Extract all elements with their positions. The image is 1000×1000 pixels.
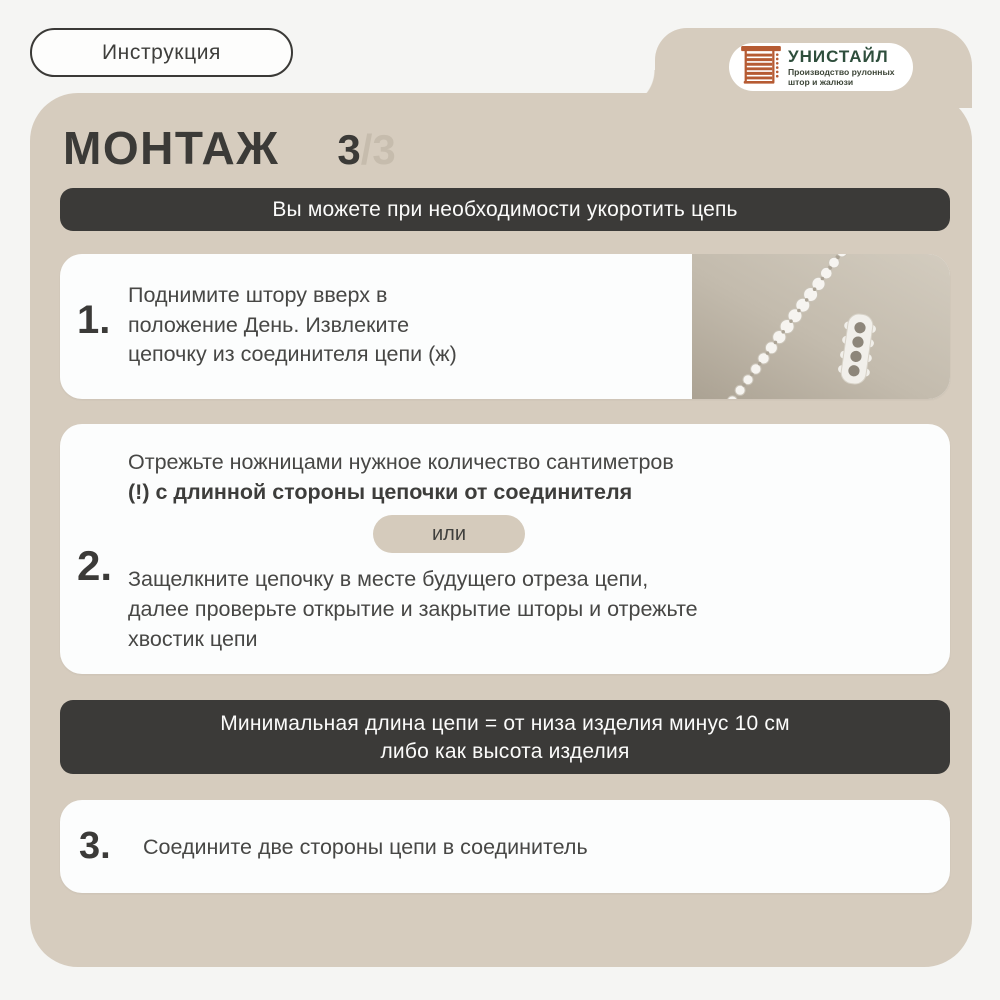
or-badge: или <box>373 515 525 553</box>
page-title-row <box>63 121 396 175</box>
bottom-banner-line2: либо как высота изделия <box>380 740 630 763</box>
bottom-banner <box>60 700 950 774</box>
step-3-number: 3. <box>79 825 111 867</box>
instruction-button[interactable] <box>30 28 293 77</box>
logo-tagline-line2: штор и жалюзи <box>788 76 854 87</box>
instruction-button-label: Инструкция <box>101 40 222 64</box>
top-banner <box>60 188 950 231</box>
bottom-banner-line1: Минимальная длина цепи = от низа изделия минус 10 см <box>220 712 790 735</box>
step-2-text-bottom: Защелкните цепочку в месте будущего отреза цепи, далее проверьте открытие и закрытие шторы и отрежьте хвостик цепи <box>128 567 698 651</box>
page-title: МОНТАЖ <box>63 122 280 174</box>
instruction-panel <box>30 93 972 967</box>
page-number-separator: / <box>360 126 373 173</box>
step-2-card <box>60 424 950 674</box>
company-logo <box>729 43 913 91</box>
page-number-total: 3 <box>372 126 396 173</box>
step-3-card <box>60 800 950 893</box>
page-number-current: 3 <box>337 126 361 173</box>
top-banner-text: Вы можете при необходимости укоротить цепь <box>272 198 738 221</box>
step-1-card <box>60 254 950 399</box>
step-1-text: Поднимите штору вверх в положение День. Извлеките цепочку из соединителя цепи (ж) <box>128 283 457 366</box>
step-3-text: Соедините две стороны цепи в соединитель <box>143 835 588 859</box>
logo-company-name: УНИСТАЙЛ <box>788 46 889 66</box>
step-1-number: 1. <box>77 298 111 342</box>
step-2-number: 2. <box>77 542 113 589</box>
logo-tagline-line1: Производство рулонных <box>788 66 895 77</box>
blinds-icon <box>741 46 781 89</box>
chain-and-connector-photo <box>692 254 950 399</box>
step-2-text-top: Отрежьте ножницами нужное количество сантиметров (!) с длинной стороны цепочки от соединителя <box>128 450 674 504</box>
